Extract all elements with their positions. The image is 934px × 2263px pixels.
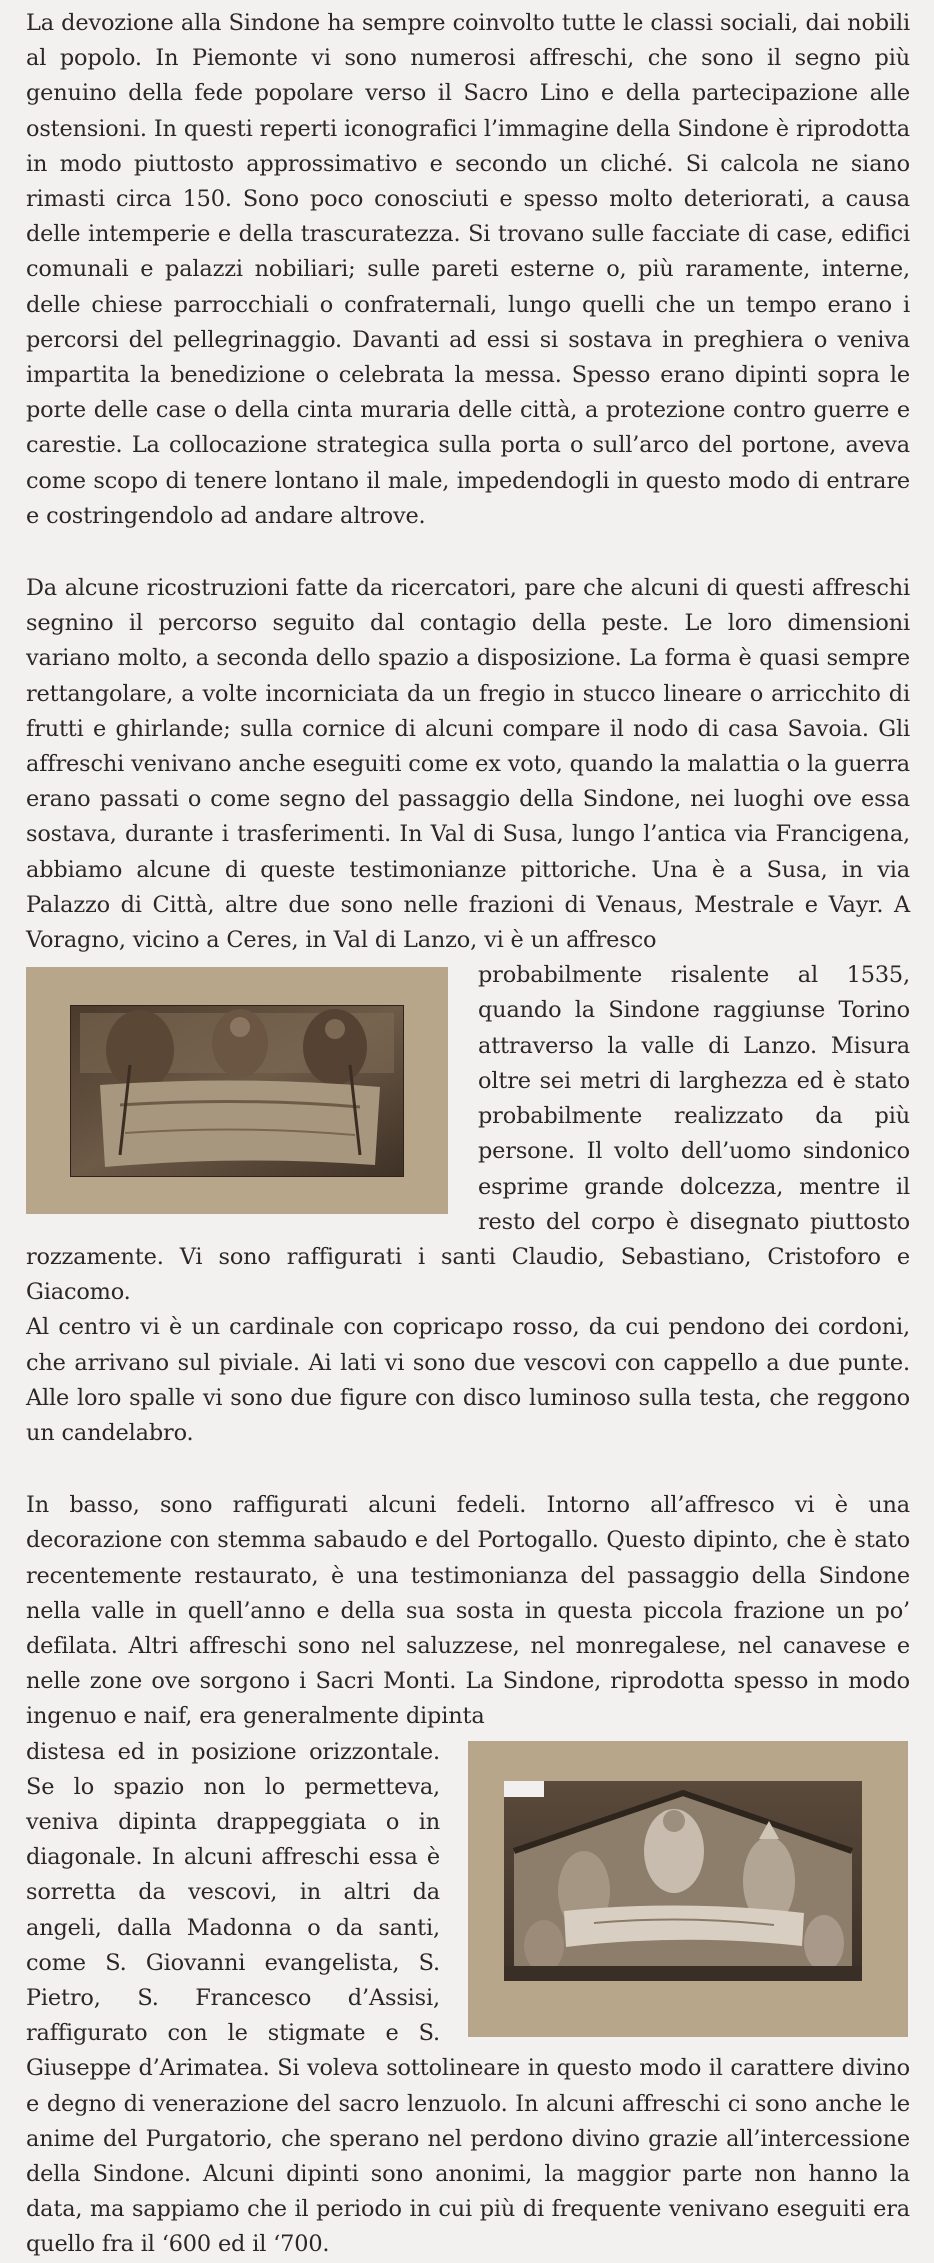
fresco-lunette-frame — [468, 1741, 908, 2037]
paragraph-4-continued: distesa ed in posizione orizzontale. Se lo spazio non lo permetteva, veniva dipinta drappeggiata o in diagonale. In alcuni affreschi essa è sorretta da vescovi, in altri da angeli, dalla Madonna o da santi, come S. Giovanni evangelista, S. Pietro, S. Francesco d’Assisi, raffigurato con le stigmate e S. Giuseppe d’Arimatea. Si voleva sottolineare in questo modo il carattere divino e degno di venerazione del sacro lenzuolo. In alcuni affreschi ci sono anche le anime del Purgatorio, che sperano nel perdono divino grazie all’intercessione della Sindone. Alcuni dipinti sono anonimi, la maggior parte non hanno la data, ma sappiamo che il periodo in cui più di frequente venivano eseguiti era quello fra il ‘600 ed il ‘700. — [26, 1738, 910, 2258]
article — [26, 6, 910, 2263]
fresco-voragno-image — [70, 1005, 404, 1177]
paragraph-4-intro: In basso, sono raffigurati alcuni fedeli. Intorno all’affresco vi è una decorazione con stemma sabaudo e del Portogallo. Questo dipinto, che è stato recentemente restaurato, è una testimonianza del passaggio della Sindone nella valle in quell’anno e della sua sosta in questa piccola frazione un po’ defilata. Altri affreschi sono nel saluzzese, nel monregalese, nel canavese e nelle zone ove sorgono i Sacri Monti. La Sindone, riprodotta spesso in modo ingenuo e naif, era generalmente dipinta — [26, 1492, 910, 1730]
paragraph-gap — [26, 534, 910, 571]
fresco-voragno-frame — [26, 967, 448, 1214]
paragraph-1: La devozione alla Sindone ha sempre coinvolto tutte le classi sociali, dai nobili al popolo. In Piemonte vi sono numerosi affreschi, che sono il segno più genuino della fede popolare verso il Sacro Lino e della partecipazione alle ostensioni. In questi reperti iconografici l’immagine della Sindone è riprodotta in modo piuttosto approssimativo e secondo un cliché. Si calcola ne siano rimasti circa 150. Sono poco conosciuti e spesso molto deteriorati, a causa delle intemperie e della trascuratezza. Si trovano sulle facciate di case, edifici comunali e palazzi nobiliari; sulle pareti esterne o, più raramente, interne, delle chiese parrocchiali o confraternali, lungo quelli che un tempo erano i percorsi del pellegrinaggio. Davanti ad essi si sostava in preghiera o veniva impartita la benedizione o celebrata la messa. Spesso erano dipinti sopra le porte delle case o della cinta muraria delle città, a protezione contro guerre e carestie. La collocazione strategica sulla porta o sull’arco del portone, aveva come scopo di tenere lontano il male, impedendogli in questo modo di entrare e costringendolo ad andare altrove. — [26, 10, 910, 529]
paragraph-3: Al centro vi è un cardinale con copricapo rosso, da cui pendono dei cordoni, che arrivano sul piviale. Ai lati vi sono due vescovi con cappello a due punte. Alle loro spalle vi sono due figure con disco luminoso sulla testa, che reggono un candelabro. — [26, 1314, 910, 1446]
paragraph-2-continued: probabilmente risalente al 1535, quando la Sindone raggiunse Torino attraverso la valle di Lanzo. Misura oltre sei metri di larghezza ed è stato probabilmente realizzato da più persone. Il volto dell’uomo sindonico esprime grande dolcezza, mentre il resto del corpo è disegnato piuttosto rozzamente. Vi sono raffigurati i santi Claudio, Sebastiano, Cristoforo e Giacomo. — [26, 962, 910, 1306]
fresco-lunette-image — [504, 1781, 862, 1981]
paragraph-gap — [26, 1451, 910, 1488]
paragraph-2-intro: Da alcune ricostruzioni fatte da ricercatori, pare che alcuni di questi affreschi segnino il percorso seguito dal contagio della peste. Le loro dimensioni variano molto, a seconda dello spazio a disposizione. La forma è quasi sempre rettangolare, a volte incorniciata da un fregio in stucco lineare o arricchito di frutti e ghirlande; sulla cornice di alcuni compare il nodo di casa Savoia. Gli affreschi venivano anche eseguiti come ex voto, quando la malattia o la guerra erano passati o come segno del passaggio della Sindone, nei luoghi ove essa sostava, durante i trasferimenti. In Val di Susa, lungo l’antica via Francigena, abbiamo alcune di queste testimonianze pittoriche. Una è a Susa, in via Palazzo di Città, altre due sono nelle frazioni di Venaus, Mestrale e Vayr. A Voragno, vicino a Ceres, in Val di Lanzo, vi è un affresco — [26, 575, 910, 954]
